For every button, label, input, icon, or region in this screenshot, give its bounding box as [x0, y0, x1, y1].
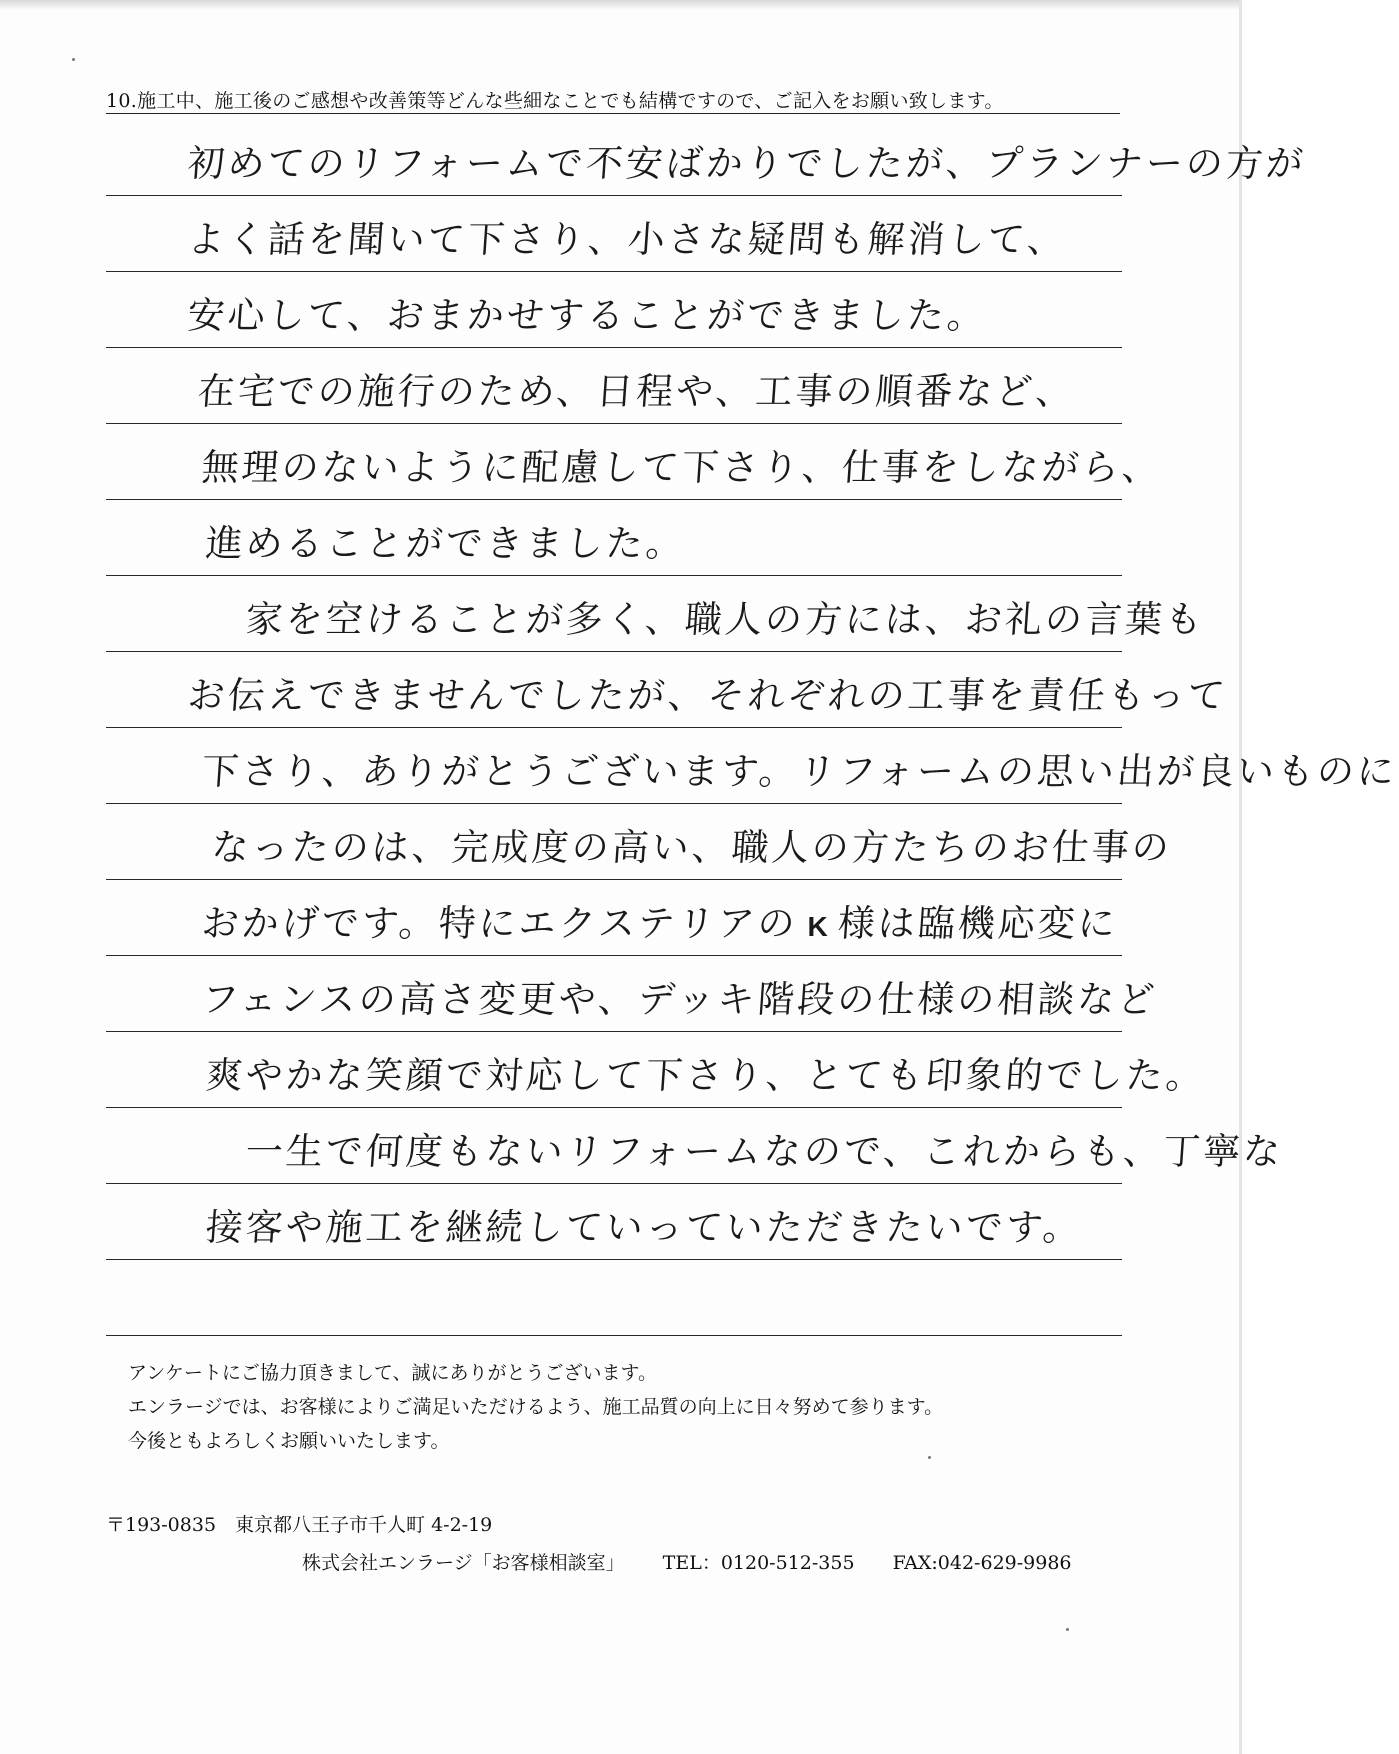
answer-text: 下さり、ありがとうございます。リフォームの思い出が良いものに — [200, 750, 1399, 793]
scan-right-edge — [1239, 0, 1242, 1754]
answer-text: なったのは、完成度の高い、職人の方たちのお仕事の — [210, 826, 1174, 869]
answer-text — [200, 893, 1120, 947]
answer-text: 一生で何度もないリフォームなので、これからも、丁寧な — [204, 1130, 1285, 1173]
fax-number: FAX:042-629-9986 — [892, 1552, 1072, 1574]
thanks-line: アンケートにご協力頂きまして、誠にありがとうございます。 — [128, 1362, 657, 1384]
answer-line — [106, 652, 1230, 728]
answer-text-part: 様は臨機応変に — [836, 902, 1120, 945]
answer-text-part: おかげです。特にエクステリアの — [200, 902, 800, 945]
scan-speck — [928, 1456, 931, 1459]
answer-text: フェンスの高さ変更や、デッキ階段の仕様の相談など — [200, 978, 1159, 1021]
company-contact — [302, 1548, 1072, 1575]
answer-line — [106, 880, 1122, 956]
question-heading: 10.施工中、施工後のご感想や改善策等どんな些細なことでも結構ですので、ご記入をお願い致します。 — [106, 90, 1004, 112]
answer-text: 安心して、おまかせすることができました。 — [186, 294, 989, 337]
thanks-line: 今後ともよろしくお願いいたします。 — [128, 1430, 450, 1452]
answer-line — [106, 348, 1122, 424]
question-underline — [106, 113, 1120, 114]
company-name: 株式会社エンラージ「お客様相談室」 — [302, 1552, 625, 1574]
customer-name-mark: K — [807, 911, 828, 942]
answer-text: 接客や施工を継続していっていただきたいです。 — [204, 1206, 1085, 1249]
answer-line — [106, 1184, 1122, 1260]
answer-text: よく話を聞いて下さり、小さな疑問も解消して、 — [186, 218, 1069, 261]
answer-line — [106, 424, 1164, 500]
answer-line — [106, 576, 1207, 652]
handwritten-answer — [106, 120, 1399, 1336]
answer-text: 在宅での施行のため、日程や、工事の順番など、 — [196, 370, 1078, 413]
answer-text: 初めてのリフォームで不安ばかりでしたが、プランナーの方が — [186, 142, 1308, 185]
answer-text: 無理のないように配慮して下さり、仕事をしながら、 — [200, 446, 1164, 489]
answer-line — [106, 728, 1399, 804]
thank-you-message — [128, 1356, 943, 1458]
answer-line — [106, 804, 1174, 880]
answer-line — [106, 1032, 1208, 1108]
answer-line — [106, 956, 1159, 1032]
answer-text: 爽やかな笑顔で対応して下さり、とても印象的でした。 — [204, 1054, 1208, 1097]
thanks-line: エンラージでは、お客様によりご満足いただけるよう、施工品質の向上に日々努めて参ります。 — [128, 1396, 944, 1418]
phone-number: TEL：0120-512-355 — [662, 1552, 855, 1574]
scan-speck — [72, 58, 75, 61]
company-address: 〒193-0835 東京都八王子市千人町 4-2-19 — [106, 1514, 493, 1536]
answer-text: 家を空けることが多く、職人の方には、お礼の言葉も — [204, 598, 1207, 641]
scan-top-edge — [0, 0, 1242, 10]
scan-speck — [1066, 1628, 1069, 1631]
blank-answer-line — [106, 1260, 1122, 1336]
answer-line — [106, 196, 1122, 272]
answer-line — [106, 120, 1308, 196]
answer-line — [106, 1108, 1285, 1184]
answer-text: お伝えできませんでしたが、それぞれの工事を責任もって — [186, 674, 1230, 717]
answer-line — [106, 272, 1122, 348]
answer-text: 進めることができました。 — [204, 522, 688, 565]
answer-line — [106, 500, 1122, 576]
